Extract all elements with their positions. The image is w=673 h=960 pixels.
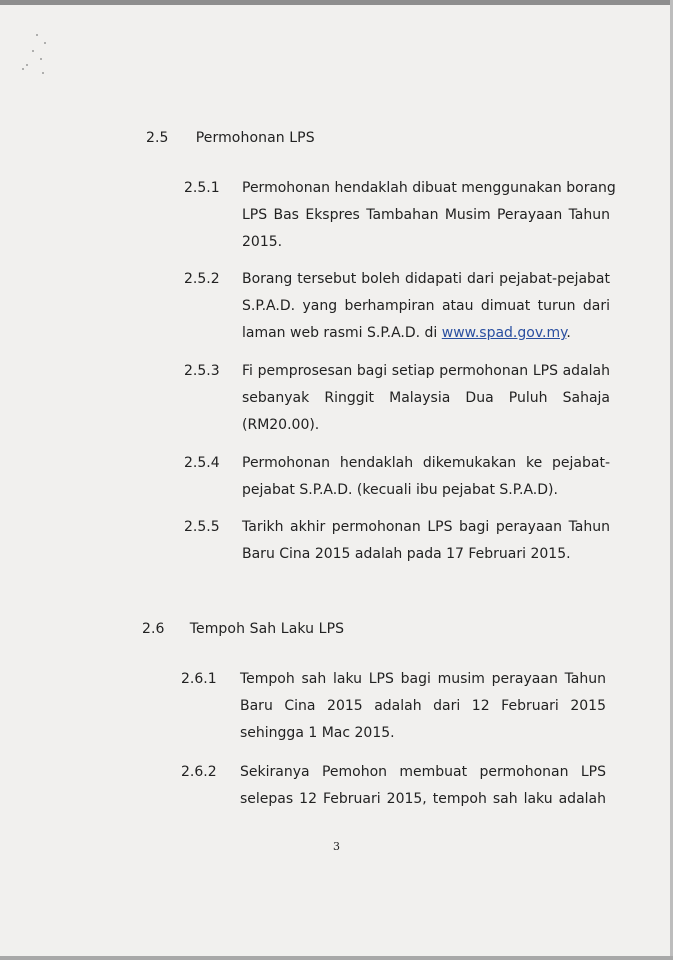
clause-line: LPS Bas Ekspres Tambahan Musim Perayaan Tahun <box>242 207 610 223</box>
clause-number: 2.5.3 <box>184 363 220 379</box>
clause-number: 2.5.2 <box>184 271 220 287</box>
scan-top-edge <box>0 0 673 5</box>
clause-2-6-2 <box>181 759 607 813</box>
section-number: 2.5 <box>146 130 169 146</box>
clause-line: S.P.A.D. yang berhampiran atau dimuat turun dari <box>242 298 610 314</box>
clause-2-5-3 <box>184 358 610 439</box>
clause-2-5-2 <box>184 266 610 347</box>
clause-line: Permohonan hendaklah dikemukakan ke pejabat- <box>242 455 610 471</box>
clause-2-5-1 <box>184 175 616 256</box>
clause-line: sebanyak Ringgit Malaysia Dua Puluh Sahaja <box>242 390 610 406</box>
clause-text: . <box>566 325 571 341</box>
clause-line: Borang tersebut boleh didapati dari pejabat-pejabat <box>242 271 610 287</box>
clause-line: sehingga 1 Mac 2015. <box>240 725 395 741</box>
section-number: 2.6 <box>142 621 165 637</box>
clause-line: Sekiranya Pemohon membuat permohonan LPS <box>240 764 606 780</box>
clause-number: 2.5.1 <box>184 180 220 196</box>
section-title: Tempoh Sah Laku LPS <box>189 621 345 637</box>
clause-line: Baru Cina 2015 adalah pada 17 Februari 2015. <box>242 546 571 562</box>
clause-number: 2.5.5 <box>184 519 220 535</box>
clause-line: Tempoh sah laku LPS bagi musim perayaan Tahun <box>240 671 606 687</box>
scan-bottom-edge <box>0 956 673 960</box>
clause-number: 2.6.1 <box>181 671 217 687</box>
clause-number: 2.6.2 <box>181 764 217 780</box>
clause-line: Fi pemprosesan bagi setiap permohonan LPS adalah <box>242 363 610 379</box>
page-number: 3 <box>333 840 340 853</box>
section-heading-2-6 <box>142 621 344 637</box>
clause-line: 2015. <box>242 234 283 250</box>
clause-line: (RM20.00). <box>242 417 320 433</box>
clause-line: Tarikh akhir permohonan LPS bagi perayaan Tahun <box>242 519 610 535</box>
clause-2-5-4 <box>184 450 610 504</box>
spad-website-link[interactable]: www.spad.gov.my <box>441 325 567 341</box>
clause-number: 2.5.4 <box>184 455 220 471</box>
clause-line <box>242 320 610 347</box>
clause-line: pejabat S.P.A.D. (kecuali ibu pejabat S.P.A.D). <box>242 482 558 498</box>
clause-line: selepas 12 Februari 2015, tempoh sah laku adalah <box>240 791 606 807</box>
section-heading-2-5 <box>146 130 315 146</box>
clause-2-5-5 <box>184 514 610 568</box>
clause-line: Baru Cina 2015 adalah dari 12 Februari 2015 <box>240 698 606 714</box>
clause-text: laman web rasmi S.P.A.D. di <box>242 325 442 341</box>
clause-line: Permohonan hendaklah dibuat menggunakan borang <box>242 180 616 196</box>
scan-specks <box>14 28 54 88</box>
clause-2-6-1 <box>181 666 607 747</box>
section-title: Permohonan LPS <box>195 130 315 146</box>
